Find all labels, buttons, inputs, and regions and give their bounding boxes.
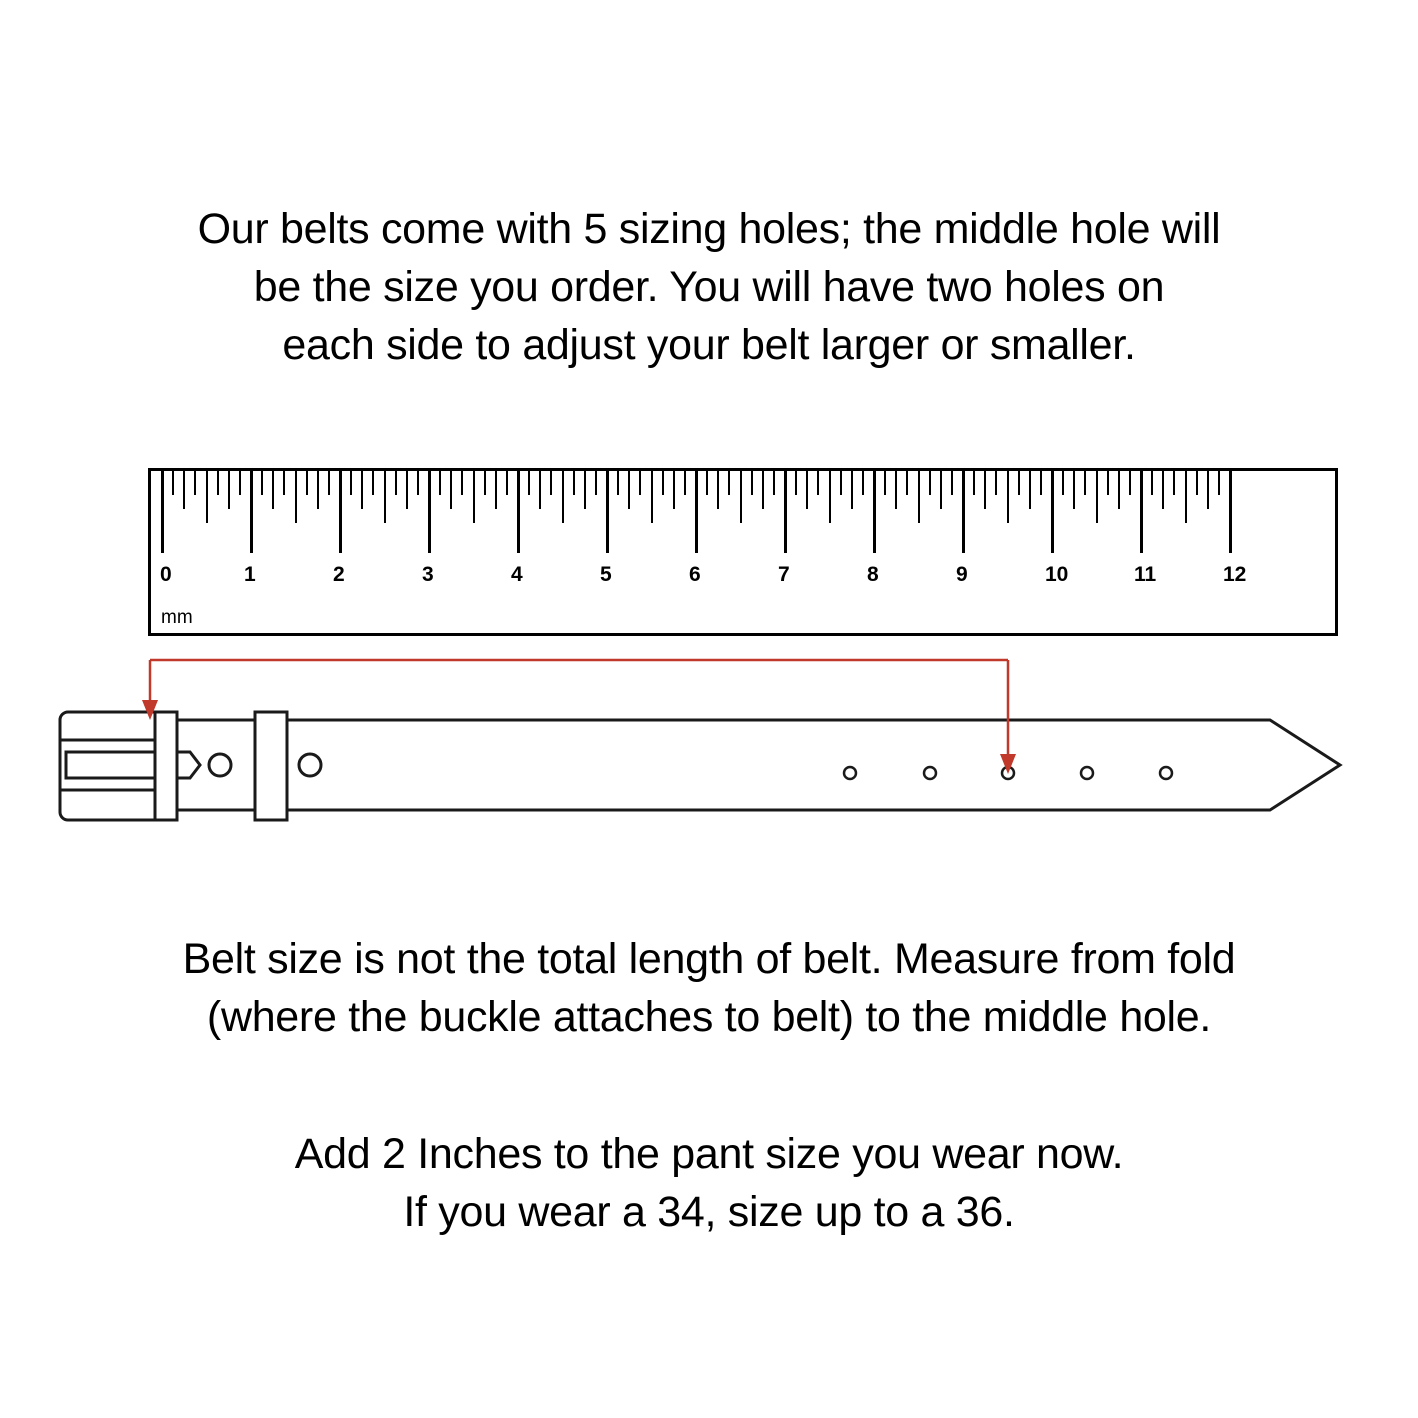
ruler-label-12: 12 bbox=[1223, 563, 1247, 586]
ruler-label-4: 4 bbox=[511, 563, 523, 586]
sizing-note-line-1: Add 2 Inches to the pant size you wear now. bbox=[294, 1130, 1124, 1178]
intro-line-1: Our belts come with 5 sizing holes; the middle hole will bbox=[197, 205, 1221, 253]
belt-fold-hole-2 bbox=[299, 754, 321, 776]
ruler-label-0: 0 bbox=[160, 563, 172, 586]
ruler-label-11: 11 bbox=[1134, 563, 1157, 586]
measure-note bbox=[30, 930, 1388, 1046]
ruler-label-2: 2 bbox=[333, 563, 345, 586]
ruler-label-9: 9 bbox=[956, 563, 968, 586]
sizing-note bbox=[30, 1125, 1388, 1241]
measure-note-line-1: Belt size is not the total length of belt. Measure from fold bbox=[182, 935, 1236, 983]
ruler bbox=[148, 468, 1338, 636]
belt-sizing-hole-3-middle bbox=[1002, 767, 1014, 779]
belt-svg bbox=[0, 640, 1418, 910]
belt-fold-hole-1 bbox=[209, 754, 231, 776]
belt-sizing-hole-4 bbox=[1081, 767, 1093, 779]
ruler-label-10: 10 bbox=[1045, 563, 1069, 586]
belt-sizing-hole-1 bbox=[844, 767, 856, 779]
measure-note-line-2: (where the buckle attaches to belt) to the middle hole. bbox=[206, 993, 1212, 1041]
ruler-label-8: 8 bbox=[867, 563, 879, 586]
intro-line-3: each side to adjust your belt larger or smaller. bbox=[282, 321, 1136, 369]
belt-illustration bbox=[0, 640, 1418, 910]
ruler-label-7: 7 bbox=[778, 563, 790, 586]
intro-text bbox=[60, 200, 1358, 374]
buckle-prong bbox=[66, 752, 200, 778]
ruler-label-1: 1 bbox=[244, 563, 256, 586]
belt-keeper-loop bbox=[255, 712, 287, 820]
ruler-label-6: 6 bbox=[689, 563, 701, 586]
ruler-label-3: 3 bbox=[422, 563, 434, 586]
belt-strap bbox=[60, 720, 1340, 810]
belt-sizing-hole-2 bbox=[924, 767, 936, 779]
intro-line-2: be the size you order. You will have two holes on bbox=[253, 263, 1165, 311]
belt-sizing-hole-5 bbox=[1160, 767, 1172, 779]
sizing-note-line-2: If you wear a 34, size up to a 36. bbox=[403, 1188, 1015, 1236]
ruler-unit-label: mm bbox=[161, 607, 193, 628]
buckle-fold-bar bbox=[155, 712, 177, 820]
ruler-label-5: 5 bbox=[600, 563, 612, 586]
